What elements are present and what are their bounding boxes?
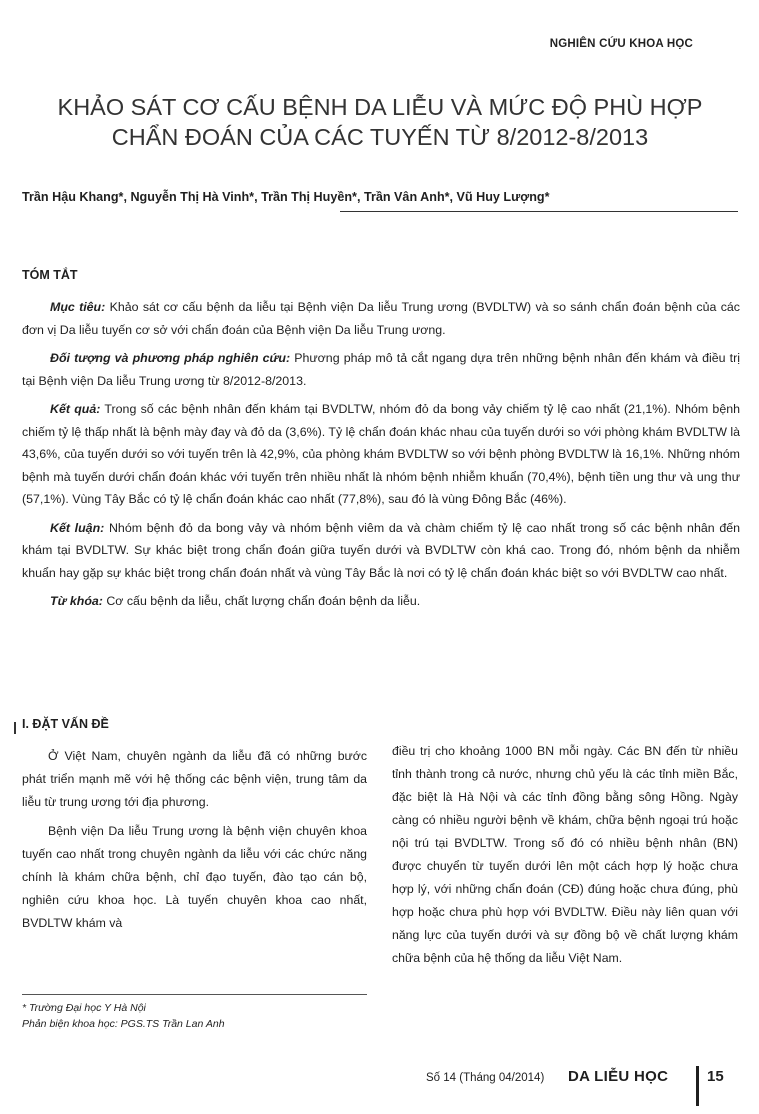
- abstract-conclusion: Kết luận: Nhóm bệnh đỏ da bong vảy và nhóm bệnh viêm da và chàm chiếm tỷ lệ cao nhất trong số các bệnh nhân đến khám tại BVDLTW. Sự khác biệt trong chẩn đoán giữa tuyến dưới và BVDLTW còn khá cao. Trong đó, nhóm bệnh da nhiễm khuẩn hay gặp sự khác biệt trong chẩn đoán nhất và vùng Tây Bắc là nơi có tỷ lệ chẩn đoán khác biệt so với BVDLTW cao nhất.: [22, 520, 740, 580]
- abstract-heading: TÓM TẮT: [22, 268, 78, 282]
- abstract-body: [22, 296, 740, 619]
- intro-left-column: [22, 745, 367, 941]
- page-number: 15: [707, 1068, 724, 1085]
- abstract-methods: Đối tượng và phương pháp nghiên cứu: Phương pháp mô tả cắt ngang dựa trên những bệnh nhân đến khám và điều trị tại Bệnh viện Da liễu Trung ương từ 8/2012-8/2013.: [22, 351, 740, 388]
- article-title: [40, 92, 720, 152]
- title-line-1: KHẢO SÁT CƠ CẤU BỆNH DA LIỄU VÀ MỨC ĐỘ PHÙ HỢP: [57, 94, 703, 120]
- section-marker: [14, 722, 16, 734]
- footnote-divider: [22, 994, 367, 995]
- author-list: Trần Hậu Khang*, Nguyễn Thị Hà Vinh*, Trần Thị Huyền*, Trần Vân Anh*, Vũ Huy Lượng*: [22, 190, 550, 204]
- footer-divider: [696, 1066, 699, 1106]
- abstract-objective: Mục tiêu: Khảo sát cơ cấu bệnh da liễu tại Bệnh viện Da liễu Trung ương (BVDLTW) và so sánh chẩn đoán bệnh của các đơn vị Da liễu tuyến cơ sở với chẩn đoán của Bệnh viện Da liễu Trung ương.: [22, 300, 740, 337]
- section-tag: NGHIÊN CỨU KHOA HỌC: [549, 38, 693, 50]
- title-line-2: CHẨN ĐOÁN CỦA CÁC TUYẾN TỪ 8/2012-8/2013: [111, 124, 649, 150]
- intro-paragraph: điều trị cho khoảng 1000 BN mỗi ngày. Các BN đến từ nhiều tỉnh thành trong cả nước, nhưng chủ yếu là các tỉnh miền Bắc, đặc biệt là Hà Nội và các tỉnh đồng bằng sông Hồng. Ngày càng có nhiều người bệnh về khám, chữa bệnh ngoại trú hoặc nội trú tại BVDLTW. Trong số đó có nhiều bệnh nhân (BN) được chuyển từ tuyến dưới lên một cách hợp lý hoặc chưa hợp lý, với những chẩn đoán (CĐ) đúng hoặc chưa đúng, phù hợp hoặc chưa phù hợp với BVDLTW. Điều này liên quan với năng lực của tuyến dưới và sự đồng bộ về chất lượng khám chữa bệnh của hệ thống da liễu Việt Nam.: [392, 744, 738, 965]
- intro-heading: I. ĐẶT VẤN ĐỀ: [22, 717, 109, 731]
- author-divider: [340, 211, 738, 212]
- footnotes: [22, 1000, 367, 1032]
- abstract-keywords: Từ khóa: Cơ cấu bệnh da liễu, chất lượng chẩn đoán bệnh da liễu.: [50, 594, 421, 608]
- page-footer: [400, 1066, 738, 1106]
- journal-name: DA LIỄU HỌC: [568, 1068, 669, 1085]
- intro-paragraph: Ở Việt Nam, chuyên ngành da liễu đã có những bước phát triển mạnh mẽ với hệ thống các bệnh viện, trung tâm da liễu từ trung ương tới địa phương.: [22, 749, 367, 809]
- issue-info: Số 14 (Tháng 04/2014): [426, 1072, 545, 1084]
- abstract-results: Kết quả: Trong số các bệnh nhân đến khám tại BVDLTW, nhóm đỏ da bong vảy chiếm tỷ lệ cao nhất (21,1%). Nhóm bệnh chiếm tỷ lệ thấp nhất là bệnh mày đay và đỏ da (3,6%). Tỷ lệ chẩn đoán khác nhau của tuyến dưới so với phòng khám BVDLTW là 43,6%, của tuyến dưới so với tuyến trên là 42,9%, của phòng khám BVDLTW so với bệnh phòng BVDLTW là 16,1%. Những nhóm bệnh mà tuyến dưới chẩn đoán khác với tuyến trên nhiều nhất là nhóm bệnh nhiễm khuẩn (70,4%), bệnh tiền ung thư và ung thư (57,1%). Vùng Tây Bắc có tỷ lệ chẩn đoán khác cao nhất (77,8%), sau đó là vùng Đông Bắc (46%).: [22, 402, 740, 506]
- footnote-affiliation: * Trường Đại học Y Hà Nội: [22, 1002, 146, 1014]
- footnote-reviewer: Phản biện khoa học: PGS.TS Trần Lan Anh: [22, 1018, 225, 1030]
- intro-paragraph: Bệnh viện Da liễu Trung ương là bệnh viện chuyên khoa tuyến cao nhất trong chuyên ngành da liễu với các chức năng chính là khám chữa bệnh, chỉ đạo tuyến, đào tạo cán bộ, nghiên cứu khoa học. Là tuyến chuyên khoa cao nhất, BVDLTW khám và: [22, 824, 367, 930]
- intro-right-column: [392, 740, 738, 970]
